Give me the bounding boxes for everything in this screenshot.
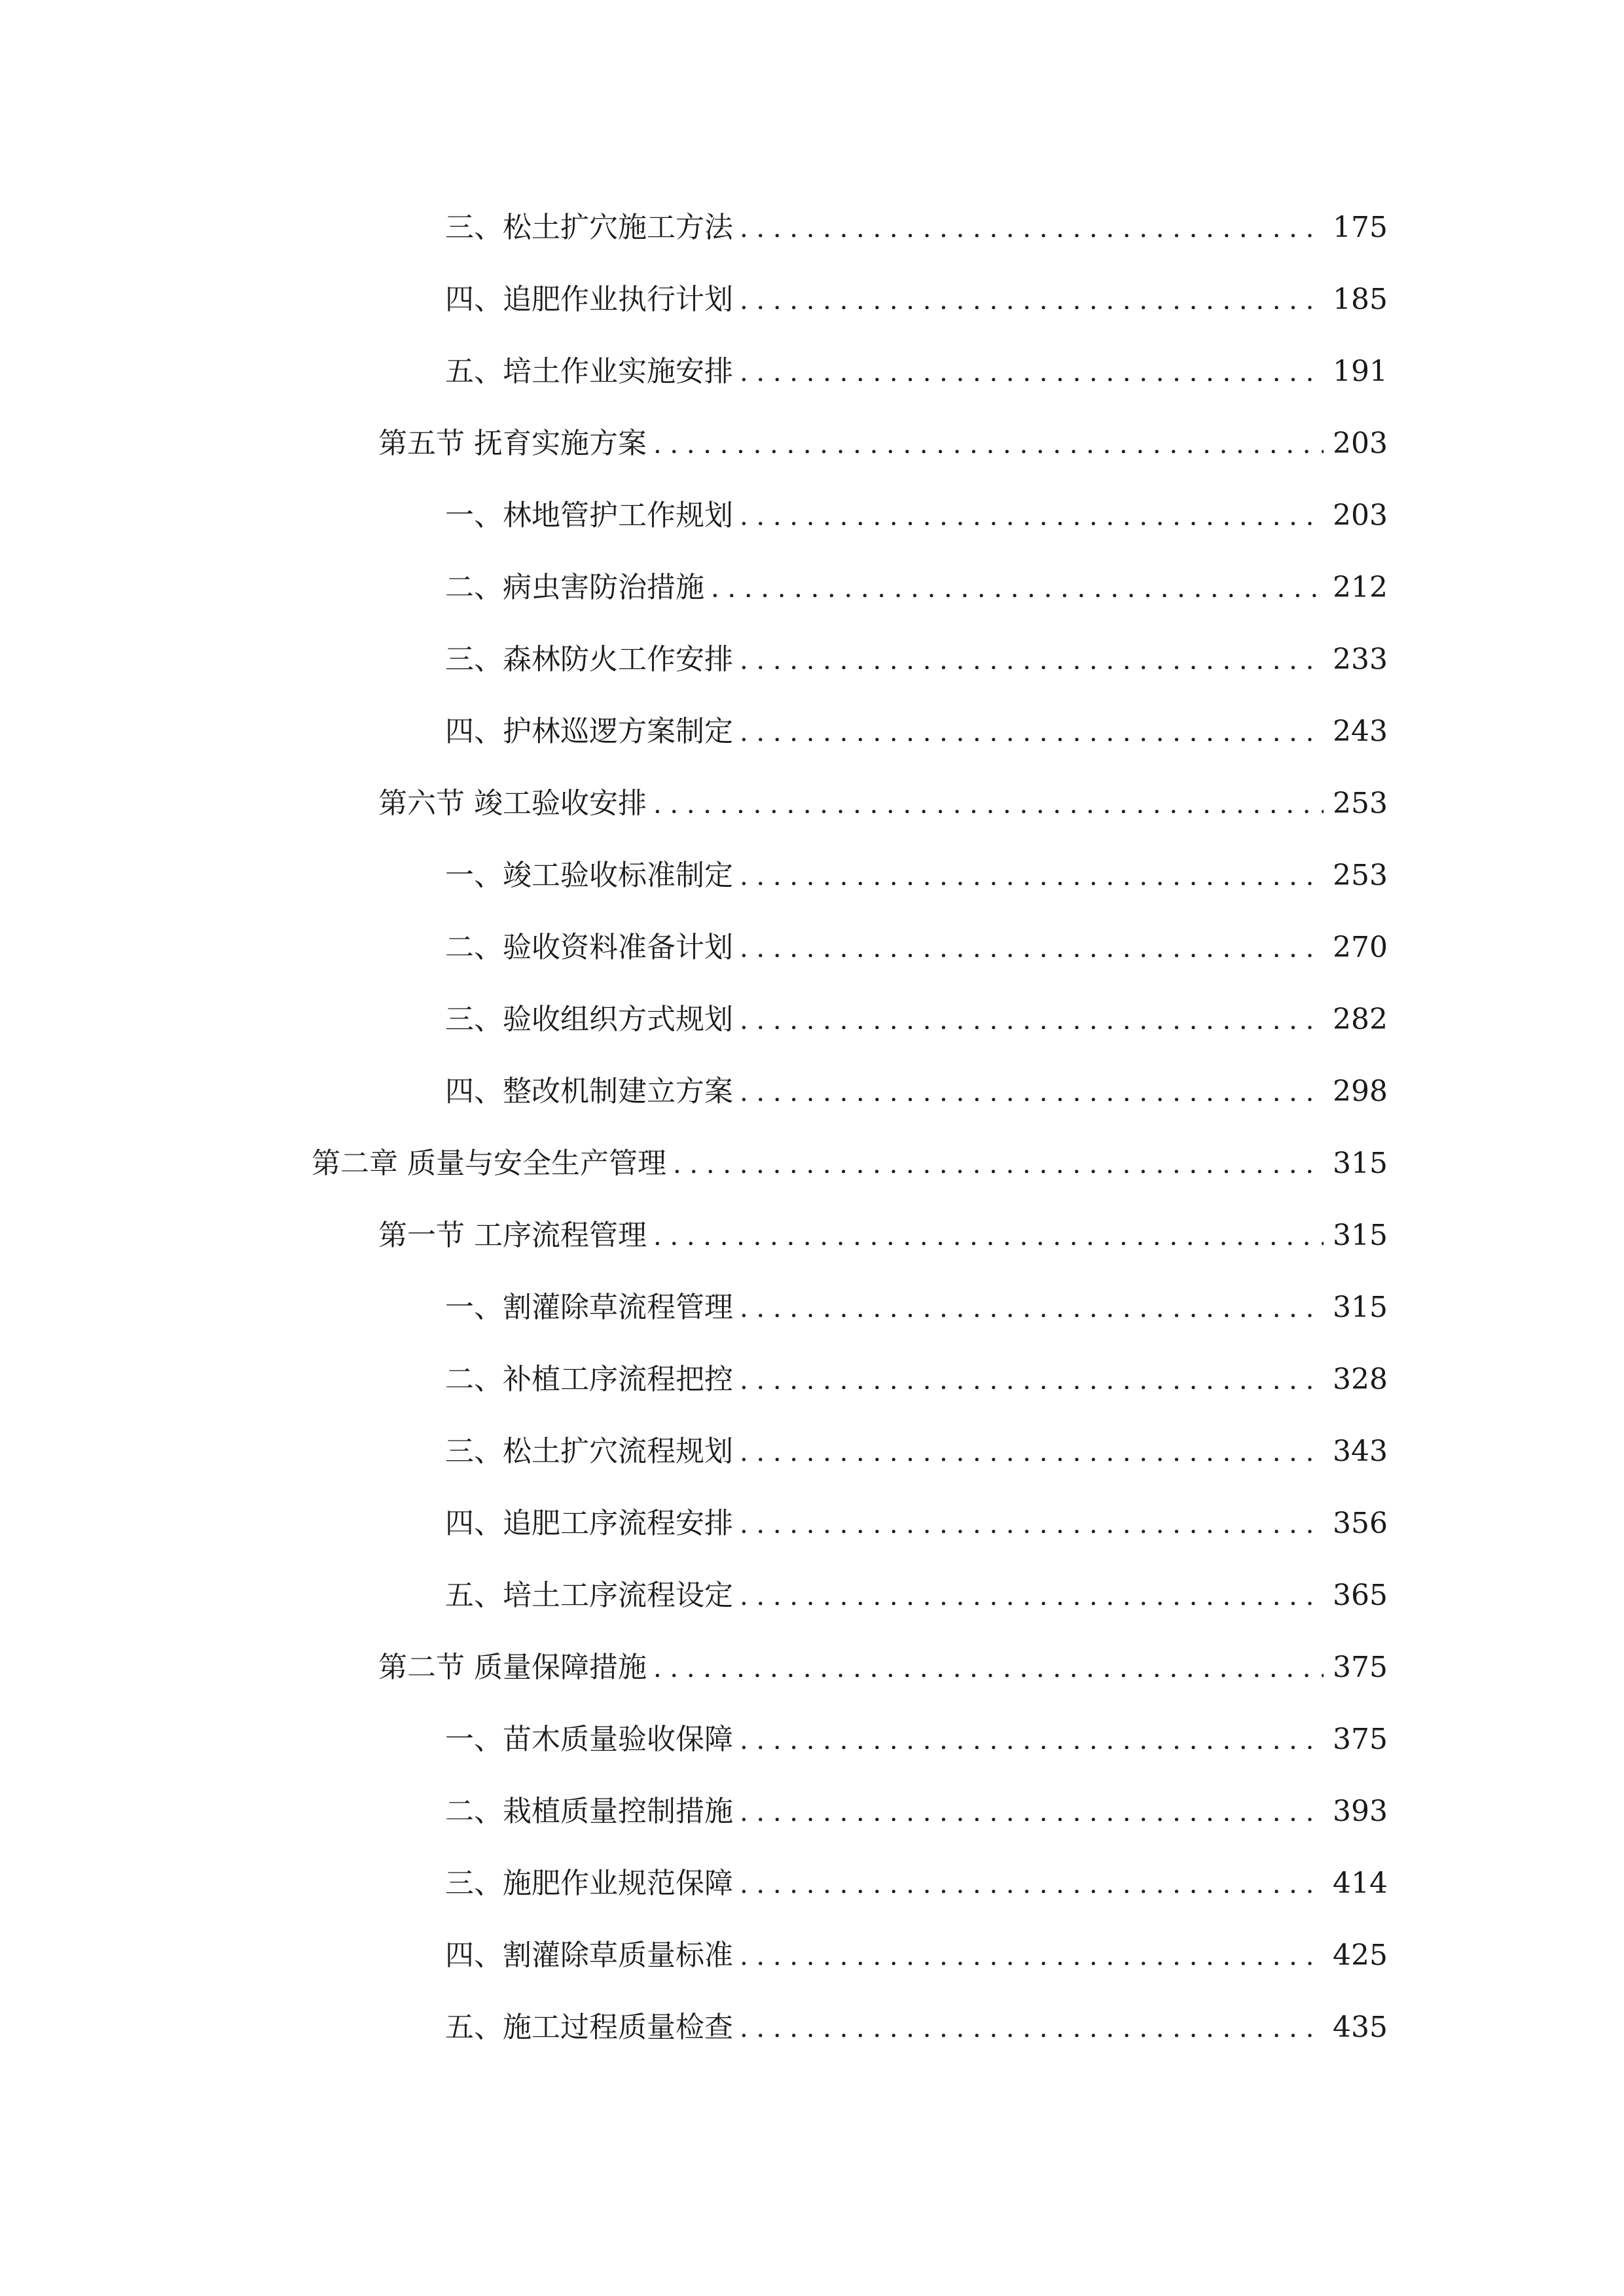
toc-entry-title: 病虫害防治措施 [503, 571, 704, 604]
toc-entry-number: 五、 [445, 355, 503, 388]
toc-entry-page: 253 [1333, 787, 1388, 820]
toc-entry-number: 四、 [445, 1939, 503, 1972]
toc-entry-page: 175 [1333, 211, 1388, 244]
toc-entry-title: 培土作业实施安排 [503, 355, 733, 388]
toc-section-title: 第一节 工序流程管理 [378, 1219, 647, 1252]
toc-entry[interactable] [445, 204, 1388, 251]
dot-leader [653, 780, 1324, 827]
toc-entry-page: 414 [1333, 1867, 1388, 1900]
toc-entry-number: 四、 [445, 1507, 503, 1540]
toc-entry-number: 一、 [445, 1291, 503, 1324]
dot-leader [740, 1860, 1324, 1907]
toc-entry-title: 施工过程质量检查 [503, 2011, 733, 2044]
toc-entry-page: 298 [1333, 1075, 1388, 1108]
dot-leader [740, 708, 1324, 755]
toc-entry-page: 253 [1333, 859, 1388, 892]
toc-section-entry[interactable] [378, 420, 1388, 467]
toc-entry-number: 四、 [445, 1075, 503, 1108]
dot-leader [740, 996, 1324, 1043]
toc-entry-page: 328 [1333, 1363, 1388, 1396]
toc-entry-title: 护林巡逻方案制定 [503, 715, 733, 748]
toc-entry-number: 一、 [445, 859, 503, 892]
toc-entry[interactable] [445, 1500, 1388, 1547]
toc-entry-page: 425 [1333, 1939, 1388, 1972]
dot-leader [740, 204, 1324, 251]
dot-leader [740, 1428, 1324, 1475]
toc-entry-page: 282 [1333, 1003, 1388, 1036]
toc-section-title: 第六节 竣工验收安排 [378, 787, 647, 820]
toc-entry-number: 三、 [445, 1003, 503, 1036]
dot-leader [740, 1788, 1324, 1835]
toc-entry-number: 五、 [445, 2011, 503, 2044]
dot-leader [740, 852, 1324, 899]
toc-section-entry[interactable] [378, 1644, 1388, 1691]
toc-entry[interactable] [445, 1068, 1388, 1115]
toc-entry[interactable] [445, 924, 1388, 971]
toc-entry[interactable] [445, 1860, 1388, 1907]
toc-entry[interactable] [445, 1356, 1388, 1403]
toc-entry-number: 三、 [445, 643, 503, 676]
toc-entry-number: 五、 [445, 1579, 503, 1612]
dot-leader [740, 1068, 1324, 1115]
toc-entry-number: 一、 [445, 499, 503, 532]
dot-leader [740, 1932, 1324, 1979]
toc-entry[interactable] [445, 1284, 1388, 1331]
toc-entry[interactable] [445, 492, 1388, 539]
dot-leader [740, 276, 1324, 323]
dot-leader [740, 636, 1324, 683]
dot-leader [740, 348, 1324, 395]
toc-entry-page: 243 [1333, 715, 1388, 748]
toc-entry[interactable] [445, 996, 1388, 1043]
toc-entry-title: 松土扩穴施工方法 [503, 211, 733, 244]
toc-entry-page: 203 [1333, 499, 1388, 532]
toc-entry-title: 割灌除草流程管理 [503, 1291, 733, 1324]
toc-entry-title: 栽植质量控制措施 [503, 1795, 733, 1828]
toc-entry-number: 二、 [445, 571, 503, 604]
toc-entry-title: 森林防火工作安排 [503, 643, 733, 676]
toc-entry-title: 施肥作业规范保障 [503, 1867, 733, 1900]
dot-leader [740, 1356, 1324, 1403]
toc-entry[interactable] [445, 708, 1388, 755]
toc-entry-page: 270 [1333, 931, 1388, 964]
dot-leader [673, 1140, 1324, 1187]
toc-chapter-title: 第二章 质量与安全生产管理 [312, 1147, 666, 1180]
toc-entry[interactable] [445, 2004, 1388, 2051]
toc-section-entry[interactable] [378, 1212, 1388, 1259]
toc-entry-number: 四、 [445, 715, 503, 748]
toc-entry-page: 203 [1333, 427, 1388, 460]
toc-entry-number: 二、 [445, 931, 503, 964]
toc-entry[interactable] [445, 1572, 1388, 1619]
toc-entry[interactable] [445, 1788, 1388, 1835]
toc-entry-page: 356 [1333, 1507, 1388, 1540]
toc-entry-title: 割灌除草质量标准 [503, 1939, 733, 1972]
dot-leader [740, 1716, 1324, 1763]
dot-leader [653, 1212, 1324, 1259]
dot-leader [740, 1284, 1324, 1331]
toc-entry-title: 苗木质量验收保障 [503, 1723, 733, 1756]
toc-entry[interactable] [445, 1716, 1388, 1763]
toc-entry-title: 补植工序流程把控 [503, 1363, 733, 1396]
toc-entry-title: 验收资料准备计划 [503, 931, 733, 964]
toc-entry-number: 三、 [445, 1435, 503, 1468]
dot-leader [711, 564, 1324, 611]
dot-leader [740, 1500, 1324, 1547]
toc-entry-page: 365 [1333, 1579, 1388, 1612]
toc-entry-title: 验收组织方式规划 [503, 1003, 733, 1036]
toc-entry-page: 212 [1333, 571, 1388, 604]
toc-entry-number: 三、 [445, 1867, 503, 1900]
toc-entry[interactable] [445, 564, 1388, 611]
toc-entry-page: 435 [1333, 2011, 1388, 2044]
toc-entry-page: 315 [1333, 1147, 1388, 1180]
dot-leader [740, 924, 1324, 971]
toc-section-entry[interactable] [378, 780, 1388, 827]
toc-entry-number: 二、 [445, 1363, 503, 1396]
toc-entry-page: 315 [1333, 1219, 1388, 1252]
toc-entry-number: 二、 [445, 1795, 503, 1828]
dot-leader [740, 492, 1324, 539]
toc-entry[interactable] [445, 852, 1388, 899]
toc-entry-number: 一、 [445, 1723, 503, 1756]
toc-entry-title: 松土扩穴流程规划 [503, 1435, 733, 1468]
toc-entry-title: 整改机制建立方案 [503, 1075, 733, 1108]
toc-entry-number: 三、 [445, 211, 503, 244]
dot-leader [740, 1572, 1324, 1619]
toc-entry-title: 追肥工序流程安排 [503, 1507, 733, 1540]
toc-entry-number: 四、 [445, 283, 503, 316]
toc-entry[interactable] [445, 348, 1388, 395]
toc-entry-title: 林地管护工作规划 [503, 499, 733, 532]
toc-entry-page: 233 [1333, 643, 1388, 676]
toc-chapter-entry[interactable] [312, 1140, 1388, 1187]
toc-entry-page: 191 [1333, 355, 1388, 388]
toc-entry-page: 375 [1333, 1723, 1388, 1756]
dot-leader [653, 420, 1324, 467]
toc-section-title: 第五节 抚育实施方案 [378, 427, 647, 460]
dot-leader [740, 2004, 1324, 2051]
toc-section-title: 第二节 质量保障措施 [378, 1651, 647, 1684]
toc-entry-title: 竣工验收标准制定 [503, 859, 733, 892]
dot-leader [653, 1644, 1324, 1691]
toc-entry-page: 315 [1333, 1291, 1388, 1324]
toc-entry-title: 追肥作业执行计划 [503, 283, 733, 316]
toc-entry[interactable] [445, 1932, 1388, 1979]
toc-entry-title: 培土工序流程设定 [503, 1579, 733, 1612]
toc-entry-page: 393 [1333, 1795, 1388, 1828]
toc-entry[interactable] [445, 276, 1388, 323]
toc-entry[interactable] [445, 636, 1388, 683]
toc-entry[interactable] [445, 1428, 1388, 1475]
toc-entry-page: 343 [1333, 1435, 1388, 1468]
toc-entry-page: 185 [1333, 283, 1388, 316]
toc-entry-page: 375 [1333, 1651, 1388, 1684]
